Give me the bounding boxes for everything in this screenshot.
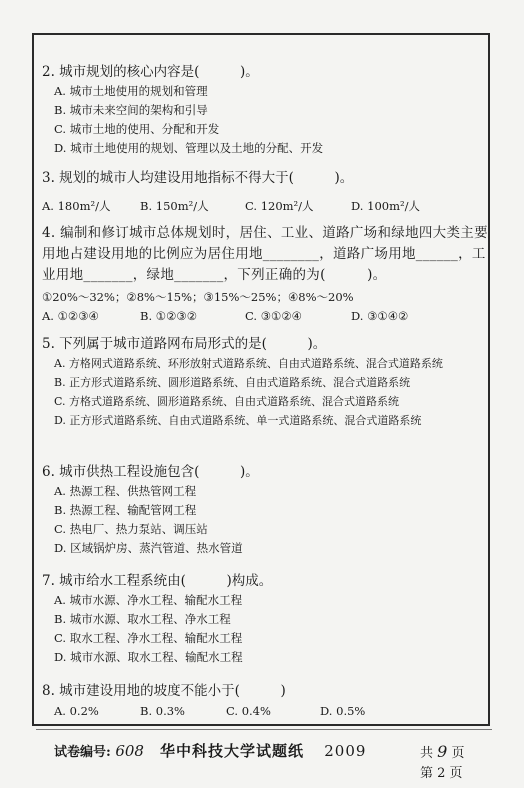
- option-c: C. ③①②④: [245, 309, 302, 323]
- option-c: C. 取水工程、净水工程、输配水工程: [54, 631, 243, 645]
- question-6: [42, 462, 488, 558]
- frame-bottom-edge: [36, 729, 492, 730]
- option-d: D. 正方形式道路系统、自由式道路系统、单一式道路系统、混合式道路系统: [54, 414, 422, 427]
- question-2: [42, 62, 488, 158]
- option-c: C. 方格式道路系统、圆形道路系统、自由式道路系统、混合式道路系统: [54, 395, 400, 408]
- total-pages: [420, 742, 465, 761]
- option-b: B. ①②③②: [140, 309, 198, 323]
- option-a: A. 城市水源、净水工程、输配水工程: [54, 593, 243, 607]
- current-page: 第 2 页: [420, 766, 463, 781]
- exam-year: 2009: [324, 742, 367, 760]
- option-d: D. 区域锅炉房、蒸汽管道、热水管道: [54, 541, 243, 555]
- question-stem: 3. 规划的城市人均建设用地指标不得大于( )。: [42, 170, 354, 186]
- question-3: [42, 168, 488, 216]
- option-c: C. 热电厂、热力泵站、调压站: [54, 522, 208, 536]
- total-pages-value: 9: [437, 742, 448, 761]
- exam-title-text: 华中科技大学试题纸: [160, 742, 305, 760]
- option-c: C. 0.4%: [226, 704, 271, 718]
- options-row: [42, 701, 488, 721]
- exam-title: [160, 740, 366, 761]
- question-5: [42, 334, 488, 430]
- question-stem: 8. 城市建设用地的坡度不能小于( ): [42, 683, 286, 699]
- option-d: D. ③①④②: [351, 309, 409, 323]
- page-footer: [0, 738, 524, 788]
- option-b: B. 热源工程、输配管网工程: [54, 503, 197, 517]
- options-row: [42, 306, 488, 326]
- option-b: B. 城市水源、取水工程、净水工程: [54, 612, 231, 626]
- question-8: [42, 681, 488, 721]
- option-b: B. 城市未来空间的架构和引导: [54, 103, 208, 117]
- question-stem: 7. 城市给水工程系统由( )构成。: [42, 573, 273, 589]
- option-a: A. ①②③④: [42, 309, 99, 323]
- option-a: A. 方格网式道路系统、环形放射式道路系统、自由式道路系统、混合式道路系统: [54, 357, 443, 370]
- question-stem: 4. 编制和修订城市总体规划时，居住、工业、道路广场和绿地四大类主要用地占建设用地的比例应为居住用地________，道路广场用地______，工业用地_______，绿地_______，下列正确的为( )。: [42, 225, 488, 283]
- option-b: B. 正方形式道路系统、圆形道路系统、自由式道路系统、混合式道路系统: [54, 376, 411, 389]
- ranges-line: ①20%～32%；②8%～15%；③15%～25%；④8%～20%: [42, 290, 354, 304]
- question-7: [42, 571, 488, 667]
- option-d: D. 100m²/人: [351, 199, 420, 213]
- question-4: [42, 223, 488, 326]
- question-stem: 5. 下列属于城市道路网布局形式的是( )。: [42, 336, 327, 352]
- option-b: B. 150m²/人: [140, 199, 209, 213]
- option-c: C. 城市土地的使用、分配和开发: [54, 122, 220, 136]
- paper-number-value: 608: [115, 742, 144, 760]
- total-pages-suffix: 页: [451, 746, 465, 761]
- option-c: C. 120m²/人: [245, 199, 314, 213]
- option-a: A. 180m²/人: [42, 199, 111, 213]
- option-a: A. 城市土地使用的规划和管理: [54, 84, 208, 98]
- option-d: D. 城市水源、取水工程、输配水工程: [54, 650, 243, 664]
- total-pages-prefix: 共: [420, 746, 434, 761]
- option-a: A. 0.2%: [54, 704, 99, 718]
- option-a: A. 热源工程、供热管网工程: [54, 484, 197, 498]
- question-stem: 2. 城市规划的核心内容是( )。: [42, 64, 259, 80]
- option-d: D. 城市土地使用的规划、管理以及土地的分配、开发: [54, 141, 324, 155]
- paper-number: [54, 741, 144, 760]
- option-d: D. 0.5%: [320, 704, 366, 718]
- option-b: B. 0.3%: [140, 704, 185, 718]
- question-stem: 6. 城市供热工程设施包含( )。: [42, 464, 259, 480]
- paper-number-label: 试卷编号:: [54, 745, 111, 760]
- options-row: [42, 196, 488, 216]
